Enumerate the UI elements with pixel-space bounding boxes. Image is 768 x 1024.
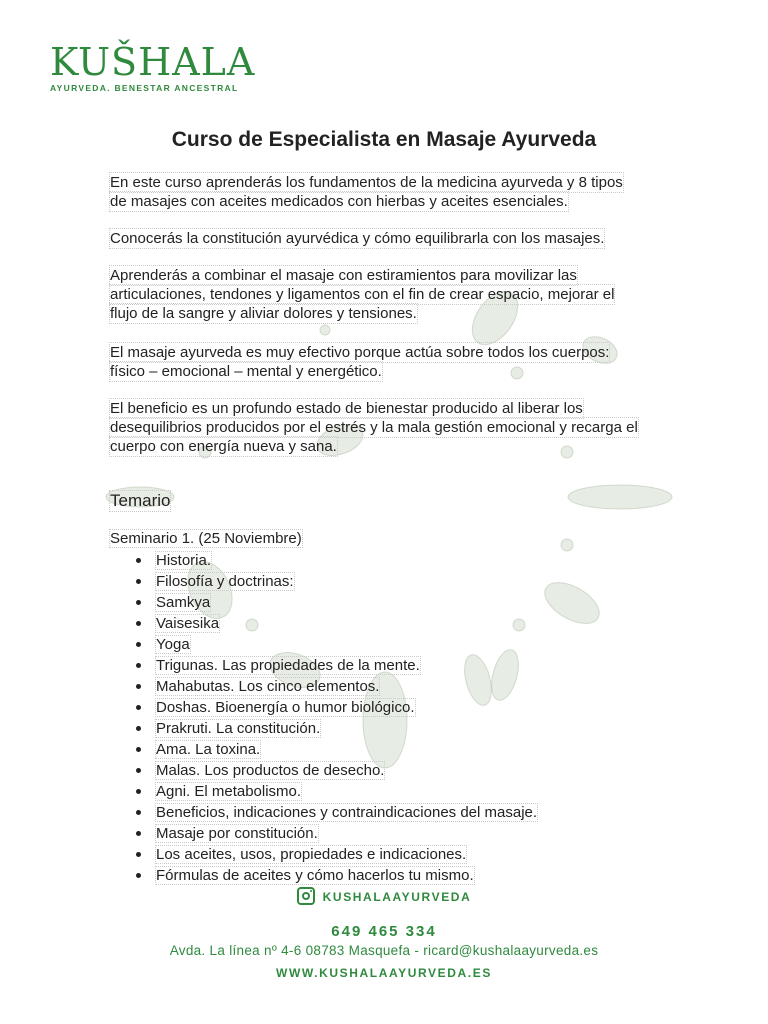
- document-title: Curso de Especialista en Masaje Ayurveda: [171, 128, 597, 151]
- topic-text: Mahabutas. Los cinco elementos.: [156, 678, 380, 695]
- topic-text: Vaisesika: [156, 615, 220, 632]
- topic-text: Fórmulas de aceites y cómo hacerlos tu mismo.: [156, 867, 474, 884]
- bullet-icon: [136, 705, 141, 710]
- paragraph-line: Aprenderás a combinar el masaje con estiramientos para movilizar las: [110, 267, 577, 284]
- instagram-handle[interactable]: [0, 887, 768, 905]
- topic-text: Doshas. Bioenergía o humor biológico.: [156, 699, 415, 716]
- seminar-label: Seminario 1. (25 Noviembre): [110, 530, 302, 547]
- topic-text: Beneficios, indicaciones y contraindicaciones del masaje.: [156, 804, 538, 821]
- paragraph-line: Conocerás la constitución ayurvédica y cómo equilibrarla con los masajes.: [110, 230, 605, 247]
- syllabus-heading: Temario: [110, 491, 171, 510]
- topic-item: [110, 802, 537, 823]
- paragraph-line: desequilibrios producidos por el estrés y la mala gestión emocional y recarga el: [110, 419, 638, 436]
- topic-item: [110, 865, 537, 886]
- topic-text: Los aceites, usos, propiedades e indicaciones.: [156, 846, 467, 863]
- topic-text: Yoga: [156, 636, 190, 653]
- phone-number[interactable]: 649 465 334: [331, 923, 437, 940]
- topic-text: Ama. La toxina.: [156, 741, 261, 758]
- topic-text: Samkya: [156, 594, 211, 611]
- bullet-icon: [136, 600, 141, 605]
- paragraph-line: de masajes con aceites medicados con hierbas y aceites esenciales.: [110, 193, 568, 210]
- topic-text: Malas. Los productos de desecho.: [156, 762, 385, 779]
- benefit-paragraph: [110, 399, 638, 456]
- topic-item: [110, 739, 537, 760]
- paragraph-line: En este curso aprenderás los fundamentos de la medicina ayurveda y 8 tipos: [110, 174, 623, 191]
- topic-text: Historia.: [156, 552, 212, 569]
- paragraph-line: articulaciones, tendones y ligamentos con el fin de crear espacio, mejorar el: [110, 286, 615, 303]
- topic-text: Prakruti. La constitución.: [156, 720, 321, 737]
- bullet-icon: [136, 789, 141, 794]
- bullet-icon: [136, 747, 141, 752]
- paragraph-line: El beneficio es un profundo estado de bienestar producido al liberar los: [110, 400, 583, 417]
- stretching-paragraph: [110, 266, 614, 323]
- paragraph-line: flujo de la sangre y aliviar dolores y tensiones.: [110, 305, 417, 322]
- topic-list: [110, 550, 537, 886]
- address-line: Avda. La línea nº 4-6 08783 Masquefa - ricard@kushalaayurveda.es: [169, 943, 599, 958]
- topic-item: [110, 844, 537, 865]
- bullet-icon: [136, 663, 141, 668]
- topic-item: [110, 823, 537, 844]
- constitution-paragraph: [110, 229, 604, 248]
- website-link[interactable]: WWW.KUSHALAAYURVEDA.ES: [276, 966, 492, 980]
- effectiveness-paragraph: [110, 343, 609, 381]
- bullet-icon: [136, 726, 141, 731]
- bullet-icon: [136, 684, 141, 689]
- topic-item: [110, 634, 537, 655]
- topic-item: [110, 697, 537, 718]
- bullet-icon: [136, 621, 141, 626]
- bullet-icon: [136, 852, 141, 857]
- topic-item: [110, 592, 537, 613]
- brand-tagline: AYURVEDA. BENESTAR ANCESTRAL: [50, 83, 239, 93]
- bullet-icon: [136, 768, 141, 773]
- bullet-icon: [136, 810, 141, 815]
- bullet-icon: [136, 642, 141, 647]
- topic-text: Masaje por constitución.: [156, 825, 318, 842]
- instagram-icon: [297, 887, 315, 905]
- brand-logo: [50, 42, 255, 93]
- topic-item: [110, 760, 537, 781]
- bullet-icon: [136, 831, 141, 836]
- topic-item: [110, 613, 537, 634]
- paragraph-line: físico – emocional – mental y energético.: [110, 363, 382, 380]
- topic-text: Agni. El metabolismo.: [156, 783, 302, 800]
- topic-text: Trigunas. Las propiedades de la mente.: [156, 657, 420, 674]
- topic-item: [110, 781, 537, 802]
- intro-paragraph: [110, 173, 623, 211]
- topic-item: [110, 655, 537, 676]
- paragraph-line: cuerpo con energía nueva y sana.: [110, 438, 337, 455]
- topic-text: Filosofía y doctrinas:: [156, 573, 294, 590]
- topic-item: [110, 571, 537, 592]
- topic-item: [110, 550, 537, 571]
- brand-name: KUŠHALA: [50, 40, 256, 84]
- bullet-icon: [136, 558, 141, 563]
- topic-item: [110, 676, 537, 697]
- bullet-icon: [136, 873, 141, 878]
- instagram-text: KUSHALAAYURVEDA: [322, 890, 472, 904]
- paragraph-line: El masaje ayurveda es muy efectivo porque actúa sobre todos los cuerpos:: [110, 344, 610, 361]
- bullet-icon: [136, 579, 141, 584]
- topic-item: [110, 718, 537, 739]
